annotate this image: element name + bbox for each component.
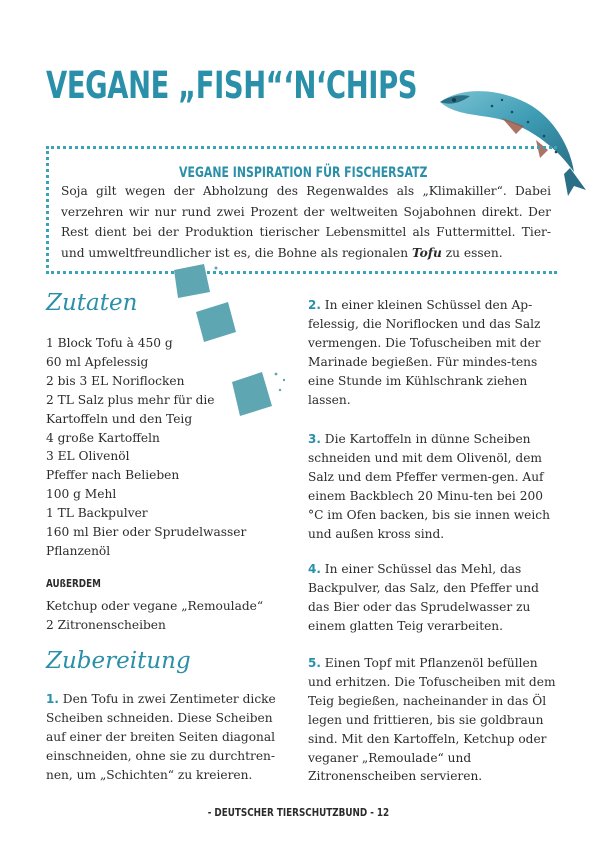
list-item: Pfeffer nach Belieben	[46, 468, 180, 483]
list-item: 2 bis 3 EL Noriflocken	[46, 373, 185, 388]
list-item: 60 ml Apfelessig	[46, 354, 149, 369]
step-number: 1.	[46, 692, 59, 706]
step-5	[308, 654, 556, 786]
list-item: 1 Block Tofu à 450 g	[46, 336, 173, 350]
step-text: Einen Topf mit Pflanzenöl befüllen und erhitzen. Die Tofuscheiben mit dem Teig begießen, nacheinander in das Öl legen und frittieren, bis sie goldbraun sind. Mit den Kartoffeln, Ketchup oder veganer „Remoulade“ und Zitronenscheiben servieren.	[308, 656, 556, 784]
list-item: 160 ml Bier oder Sprudelwasser	[46, 525, 247, 540]
step-text: In einer kleinen Schüssel den Ap-felessig, die Noriflocken und das Salz vermengen. Die Tofuscheiben mit der Marinade begießen. Für mindes-tens eine Stunde im Kühlschrank ziehen lassen.	[308, 298, 541, 407]
step-text: In einer Schüssel das Mehl, das Backpulver, das Salz, den Pfeffer und das Bier oder das Sprudelwasser zu einem glatten Teig verarbeiten.	[308, 562, 539, 633]
step-number: 3.	[308, 432, 321, 446]
list-item: Kartoffeln und den Teig	[46, 411, 193, 426]
step-1	[46, 690, 292, 785]
step-2	[308, 296, 556, 409]
extra-list	[46, 597, 263, 635]
inspiration-heading: VEGANE INSPIRATION FÜR FISCHERSATZ	[178, 165, 428, 181]
step-4	[308, 560, 556, 636]
step-text: Den Tofu in zwei Zentimeter dicke Scheiben schneiden. Diese Scheiben auf einer der breiten Seiten diagonal einschneiden, ohne sie zu durchtren-nen, um „Schichten“ zu kreieren.	[46, 692, 276, 782]
step-text: Die Kartoffeln in dünne Scheiben schneiden und mit dem Olivenöl, dem Salz und dem Pfeffer vermen-gen. Auf einem Backblech 20 Minu-ten bei 200 °C im Ofen backen, bis sie innen weich und außen kross sind.	[308, 432, 550, 541]
list-item: 4 große Kartoffeln	[46, 430, 160, 445]
ingredients-heading: Zutaten	[46, 290, 138, 316]
preparation-heading: Zubereitung	[46, 648, 191, 674]
list-item: 100 g Mehl	[46, 487, 117, 502]
inspiration-box	[46, 146, 557, 274]
list-item: 1 TL Backpulver	[46, 506, 148, 521]
step-number: 5.	[308, 656, 321, 670]
list-item: Ketchup oder vegane „Remoulade“	[46, 599, 264, 613]
page-footer: - DEUTSCHER TIERSCHUTZBUND - 12	[207, 806, 390, 819]
list-item: 2 TL Salz plus mehr für die	[46, 392, 215, 407]
step-number: 4.	[308, 562, 321, 576]
list-item: 2 Zitronenscheiben	[46, 617, 166, 632]
list-item: Pflanzenöl	[46, 543, 111, 558]
page-title: VEGANE „FISH“‘N‘CHIPS	[46, 64, 418, 107]
list-item: 3 EL Olivenöl	[46, 449, 130, 464]
step-number: 2.	[308, 298, 321, 312]
extra-heading: AUßERDEM	[46, 577, 101, 590]
step-3	[308, 430, 556, 543]
tofu-emphasis: Tofu	[411, 245, 442, 260]
inspiration-text: Soja gilt wegen der Abholzung des Regenwaldes als „Klimakiller“. Dabei verzehren wir nur rund zwei Prozent der weltweiten Sojabohnen direkt. Der Rest dient bei der Produktion tierischer Lebensmittel als Futtermittel. Tier- und umweltfreundlicher ist es, die Bohne als regionalen Tofu zu essen.	[61, 184, 551, 260]
ingredients-list	[46, 334, 286, 561]
